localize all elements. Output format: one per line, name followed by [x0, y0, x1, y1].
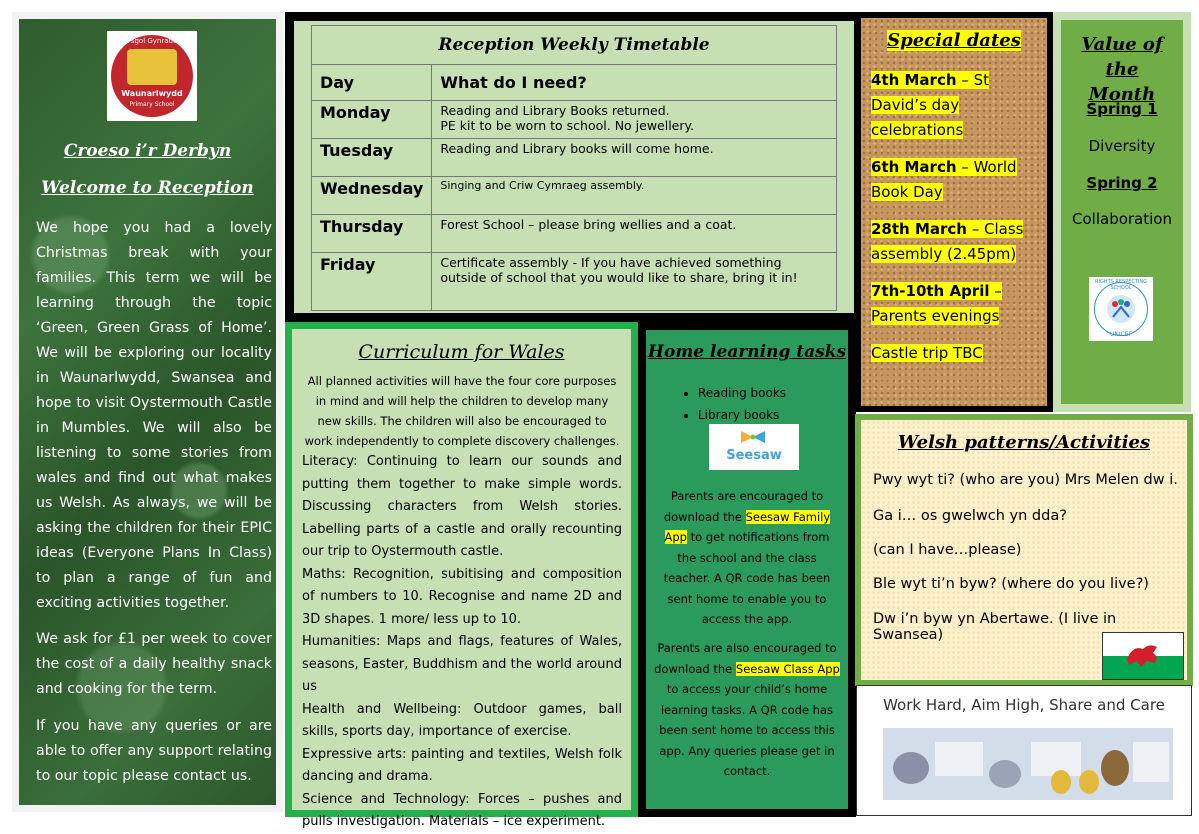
- day-cell: Thursday: [312, 215, 432, 253]
- table-row: [312, 101, 837, 139]
- health-text: Health and Wellbeing: Outdoor games, ball skills, sports day, importance of exercise.: [302, 701, 622, 739]
- timetable-panel: [285, 12, 863, 322]
- note-line: Reading and Library Books returned.: [440, 103, 670, 118]
- special-dates-title: Special dates: [887, 30, 1021, 51]
- motto-text: Work Hard, Aim High, Share and Care: [883, 696, 1165, 714]
- home-learning-title: Home learning tasks: [647, 342, 847, 362]
- timetable-title: Reception Weekly Timetable: [312, 26, 837, 65]
- header-day: Day: [312, 65, 432, 101]
- welsh-phrase: (can I have…please): [873, 542, 1022, 558]
- school-motto-panel: [856, 685, 1192, 816]
- curriculum-panel: [285, 322, 638, 829]
- rights-logo-sub: UNICEF: [1109, 331, 1133, 338]
- spring2-label: Spring 2: [1086, 174, 1158, 192]
- rights-logo-text: RIGHTS RESPECTING SCHOOL: [1094, 279, 1148, 291]
- welcome-title-welsh: Croeso i’r Derbyn: [63, 141, 232, 161]
- logo-name-text: Waunarlwydd: [121, 89, 183, 98]
- home-learning-list: [682, 382, 786, 426]
- humanities-text: Humanities: Maps and flags, features of Wales, seasons, Easter, Buddhism and the world around us: [302, 634, 622, 694]
- seesaw-logo: [709, 424, 799, 470]
- note-cell: Certificate assembly - If you have achieved something outside of school that you would like to share, bring it in!: [432, 253, 837, 311]
- spring2-value: Collaboration: [1072, 210, 1172, 228]
- welsh-phrase: Pwy wyt ti? (who are you) Mrs Melen dw i.: [873, 472, 1178, 488]
- rights-respecting-school-logo: [1089, 277, 1153, 341]
- special-date-item: 28th March – Class assembly (2.45pm): [871, 220, 1024, 263]
- spring1-label: Spring 1: [1086, 100, 1158, 118]
- motto-illustration: [883, 728, 1173, 800]
- maths-text: Maths: Recognition, subitising and composition of numbers to 10. Recognise and name 2D and 3D shapes. 1 more/ less up to 10.: [302, 566, 622, 627]
- seesaw-class-paragraph: Parents are also encouraged to download the Seesaw Class App to access your child’s home learning tasks. A QR code has been sent home to access this app. Any queries please get in contact.: [654, 641, 840, 778]
- special-date-item: 6th March – World Book Day: [871, 158, 1017, 201]
- science-text: Science and Technology: Forces – pushes and pulls investigation. Materials – ice experiment.: [302, 791, 622, 829]
- welsh-phrase: Ble wyt ti’n byw? (where do you live?): [873, 576, 1149, 592]
- snack-paragraph: We ask for £1 per week to cover the cost of a daily healthy snack and cooking for the term.: [36, 631, 272, 697]
- note-line: PE kit to be worn to school. No jewellery.: [440, 118, 695, 133]
- table-row: [312, 177, 837, 215]
- day-cell: Wednesday: [312, 177, 432, 215]
- welsh-patterns-title: Welsh patterns/Activities: [897, 432, 1151, 453]
- logo-sub-text: Primary School: [129, 101, 175, 108]
- welcome-panel: [12, 12, 283, 812]
- note-cell: [432, 101, 837, 139]
- welsh-phrase: Ga i… os gwelwch yn dda?: [873, 508, 1067, 524]
- contact-paragraph: If you have any queries or are able to offer any support relating to our topic please contact us.: [36, 718, 272, 784]
- table-row: [312, 215, 837, 253]
- value-title: Value of the Month: [1081, 34, 1163, 105]
- welsh-patterns-panel: [855, 414, 1193, 686]
- spring1-value: Diversity: [1088, 137, 1156, 155]
- home-learning-panel: [638, 322, 856, 817]
- table-row: [312, 139, 837, 177]
- curriculum-title: Curriculum for Wales: [358, 341, 565, 363]
- header-need: What do I need?: [432, 65, 837, 101]
- welcome-paragraph: We hope you had a lovely Christmas break with your families. This term we will be learning through the topic ‘Green, Green Grass of Home’. We will be exploring our locality in Waunarlwydd, Swansea and hope to visit Oystermouth Castle in Mumbles. We will also be listening to some stories from wales and find out what makes us Welsh. As always, we will be asking the children for their EPIC ideas (Everyone Plans In Class) to plan a range of fun and exciting activities together.: [36, 220, 272, 611]
- note-cell: Forest School – please bring wellies and a coat.: [432, 215, 837, 253]
- day-cell: Friday: [312, 253, 432, 311]
- table-row: [312, 253, 837, 311]
- note-cell: Singing and Criw Cymraeg assembly.: [432, 177, 837, 215]
- literacy-text: Literacy: Continuing to learn our sounds and putting them together to make simple words. Discussing characters from Welsh stories. Labelling parts of a castle and orally recounting our trip to Oystermouth castle.: [302, 454, 622, 559]
- seesaw-family-paragraph: Parents are encouraged to download the Seesaw Family App to get notifications from the school and the class teacher. A QR code has been sent home to enable you to access the app.: [663, 489, 831, 626]
- day-cell: Tuesday: [312, 139, 432, 177]
- special-dates-panel: [855, 12, 1053, 412]
- timetable-table: [311, 25, 837, 311]
- special-date-item: Castle trip TBC: [871, 344, 983, 362]
- curriculum-body: [302, 451, 622, 834]
- curriculum-intro: All planned activities will have the four core purposes in mind and will help the children to develop many new skills. The children will also be encouraged to work independently to complete discovery challenges.: [304, 374, 620, 448]
- special-date-item: 7th-10th April – Parents evenings: [871, 282, 1002, 325]
- welsh-flag: [1102, 632, 1184, 680]
- seesaw-label: Seesaw: [726, 448, 782, 463]
- arts-text: Expressive arts: painting and textiles, Welsh folk dancing and drama.: [302, 746, 622, 784]
- school-logo: [107, 31, 197, 121]
- list-item: • Library books: [698, 404, 786, 426]
- value-of-month-panel: [1053, 12, 1191, 412]
- note-cell: Reading and Library books will come home.: [432, 139, 837, 177]
- logo-top-text: Ysgol Gynradd: [126, 37, 178, 45]
- special-date-item: 4th March – St David’s day celebrations: [871, 71, 989, 139]
- day-cell: Monday: [312, 101, 432, 139]
- list-item: • Reading books: [698, 382, 786, 404]
- welsh-phrase: Dw i’n byw yn Abertawe. (I live in Swansea): [873, 611, 1117, 643]
- welcome-title-english: Welcome to Reception: [41, 178, 254, 198]
